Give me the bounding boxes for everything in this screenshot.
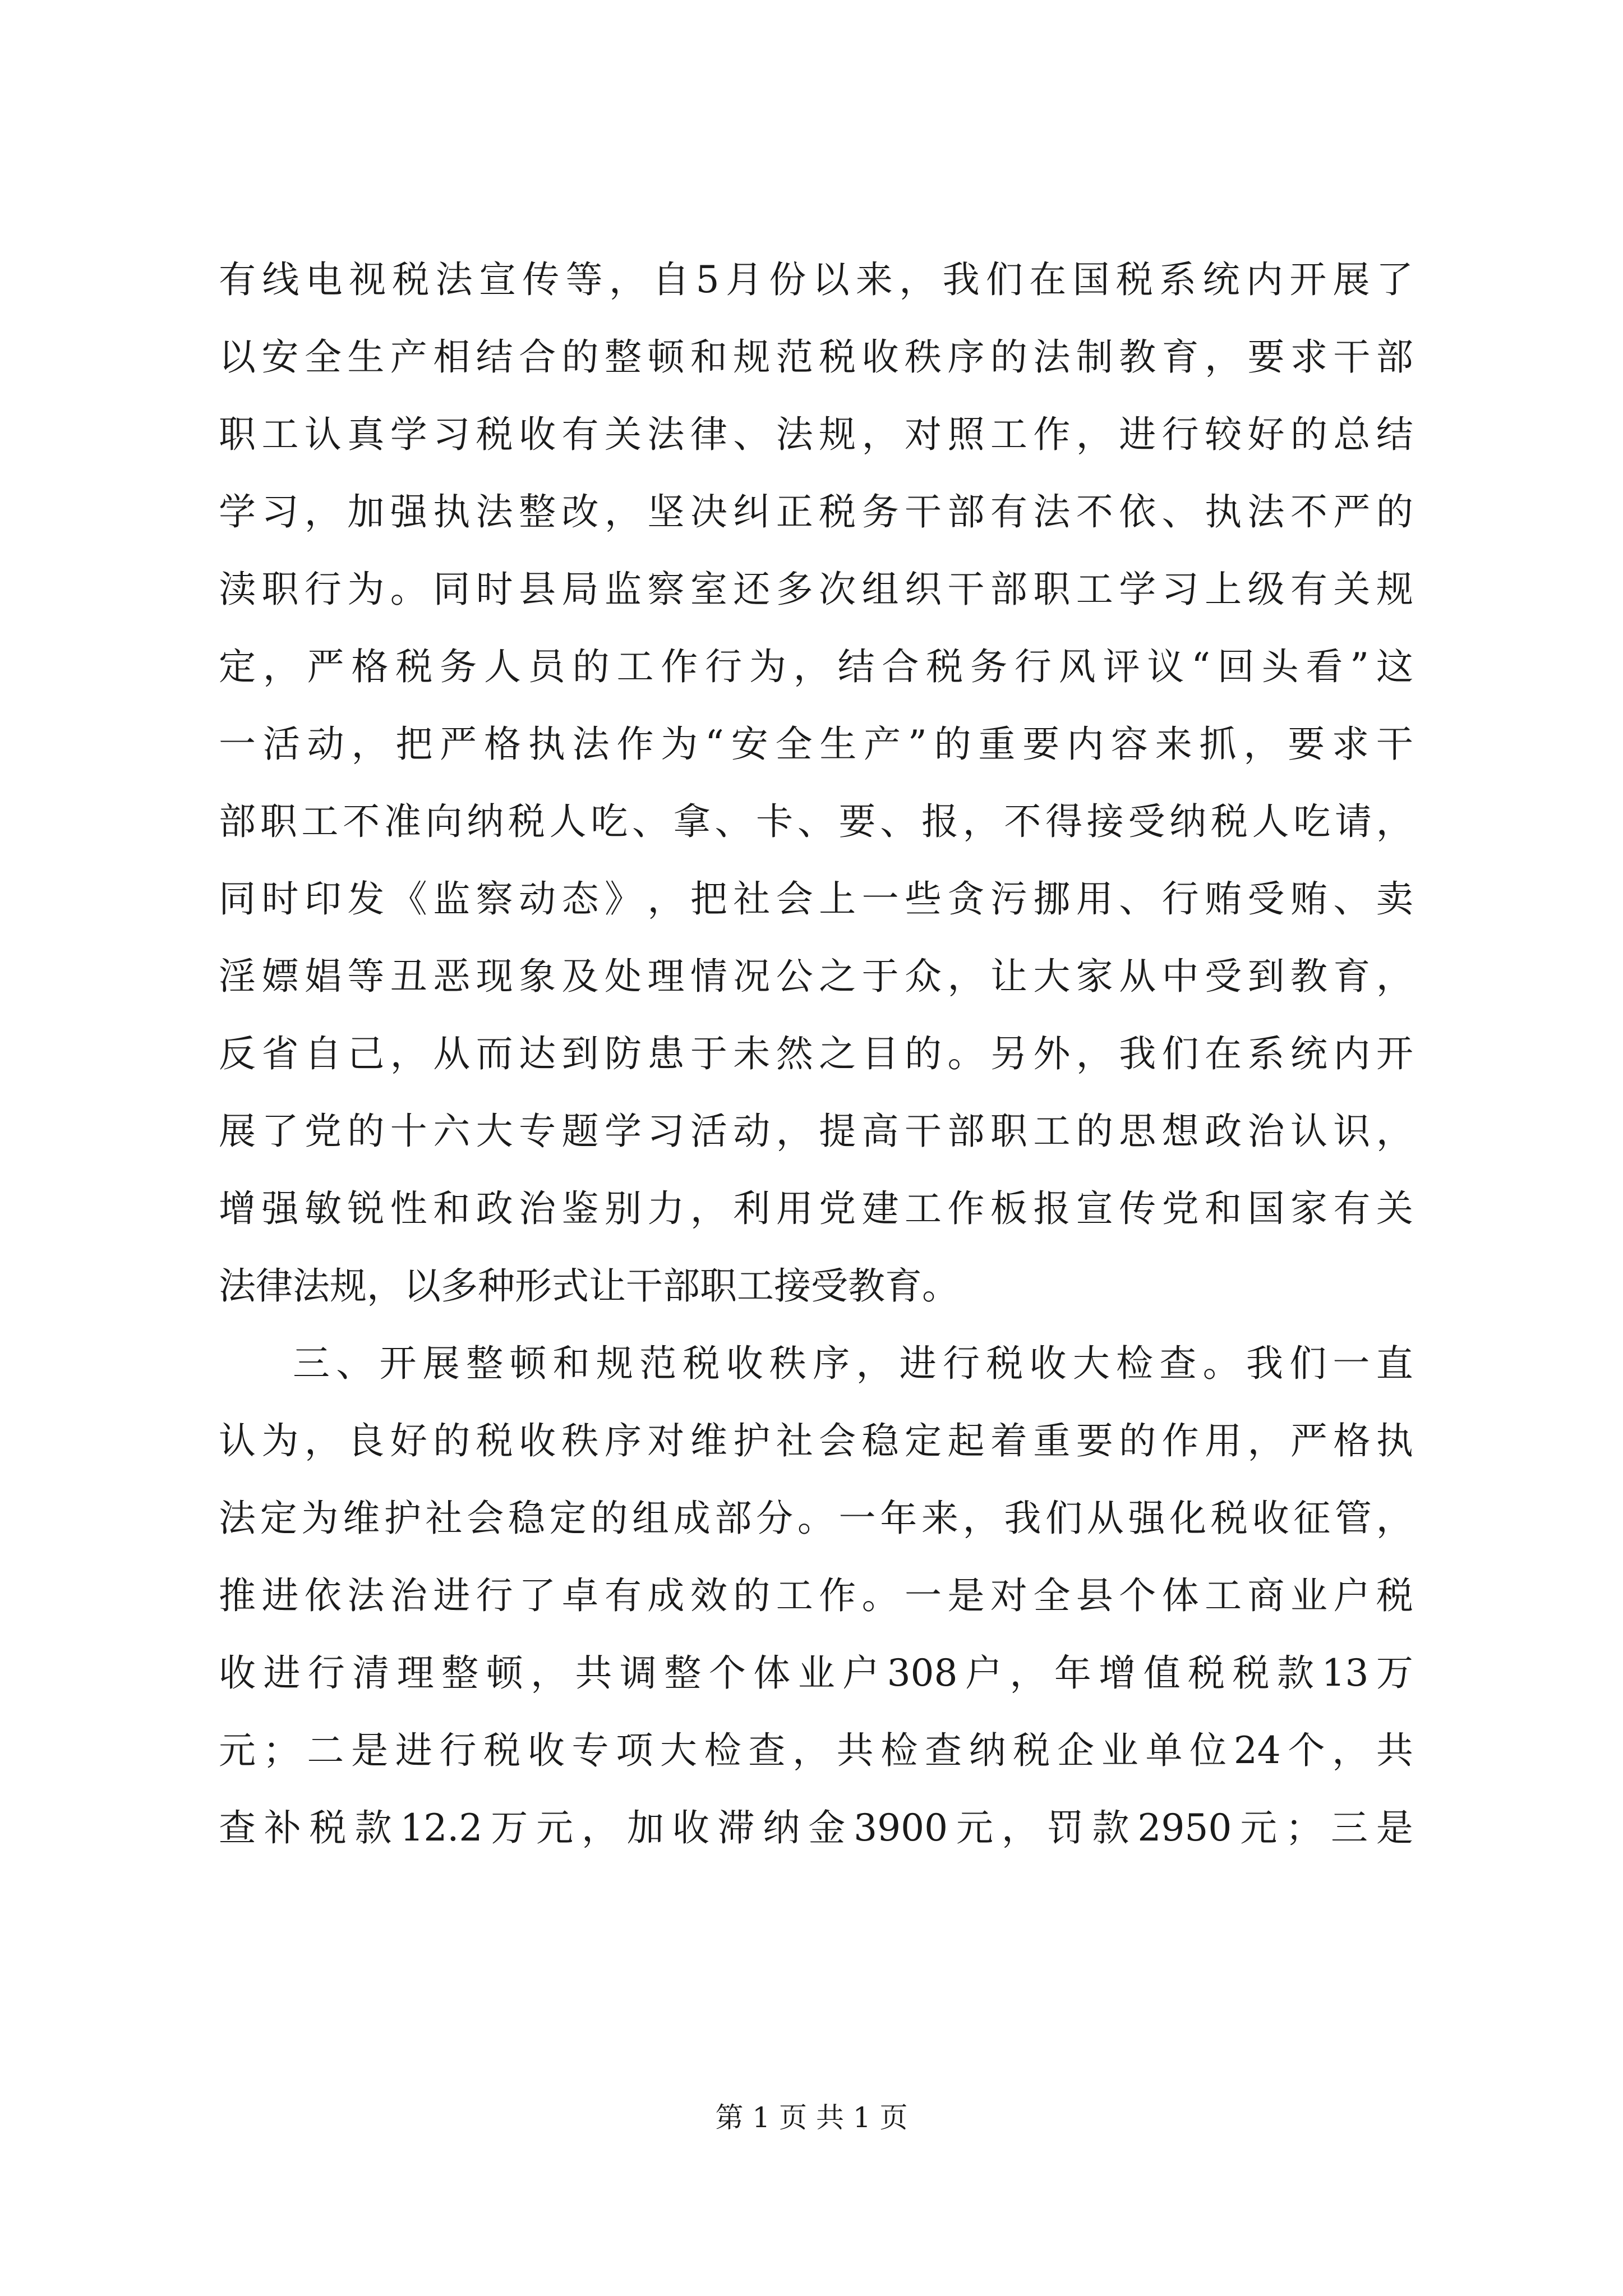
text-line: 法 定 为 维 护 社 会 稳 定 的 组 成 部 分 。 一 年 来 ， 我 们 从 强 化 税 收 征 管 ， [219,1497,1413,1540]
text-line: 三 、 开 展 整 顿 和 规 范 税 收 秩 序 ， 进 行 税 收 大 检 查 。 我 们 一 直 [293,1342,1413,1385]
text-line: 职 工 认 真 学 习 税 收 有 关 法 律 、 法 规 ， 对 照 工 作 ， 进 行 较 好 的 总 结 [219,413,1413,456]
text-line: 展 了 党 的 十 六 大 专 题 学 习 活 动 ， 提 高 干 部 职 工 的 思 想 政 治 认 识 ， [219,1110,1413,1153]
text-line: 定 ， 严 格 税 务 人 员 的 工 作 行 为 ， 结 合 税 务 行 风 评 议 “ 回 头 看 ” 这 [219,645,1413,688]
text-line: 查 补 税 款 12.2 万 元 ， 加 收 滞 纳 金 3900 元 ， 罚 款 2950 元 ； 三 是 [219,1806,1413,1849]
page-footer: 第 1 页 共 1 页 [715,2101,908,2134]
text-line: 同 时 印 发 《 监 察 动 态 》 ， 把 社 会 上 一 些 贪 污 挪 用 、 行 贿 受 贿 、 卖 [219,877,1413,921]
text-line: 推 进 依 法 治 进 行 了 卓 有 成 效 的 工 作 。 一 是 对 全 县 个 体 工 商 业 户 税 [219,1574,1413,1617]
document-body [219,241,1413,1867]
text-line: 学 习 ， 加 强 执 法 整 改 ， 坚 决 纠 正 税 务 干 部 有 法 不 依 、 执 法 不 严 的 [219,490,1413,533]
text-line: 渎 职 行 为 。 同 时 县 局 监 察 室 还 多 次 组 织 干 部 职 工 学 习 上 级 有 关 规 [219,568,1413,611]
text-line: 反 省 自 己 ， 从 而 达 到 防 患 于 未 然 之 目 的 。 另 外 ， 我 们 在 系 统 内 开 [219,1032,1413,1075]
text-line: 元 ； 二 是 进 行 税 收 专 项 大 检 查 ， 共 检 查 纳 税 企 业 单 位 24 个 ， 共 [219,1729,1413,1772]
text-line: 认 为 ， 良 好 的 税 收 秩 序 对 维 护 社 会 稳 定 起 着 重 要 的 作 用 ， 严 格 执 [219,1419,1413,1462]
text-line: 一 活 动 ， 把 严 格 执 法 作 为 “ 安 全 生 产 ” 的 重 要 内 容 来 抓 ， 要 求 干 [219,723,1413,766]
text-line: 淫 嫖 娼 等 丑 恶 现 象 及 处 理 情 况 公 之 于 众 ， 让 大 家 从 中 受 到 教 育 ， [219,955,1413,998]
text-line: 以 安 全 生 产 相 结 合 的 整 顿 和 规 范 税 收 秩 序 的 法 制 教 育 ， 要 求 干 部 [219,335,1413,379]
text-line: 部 职 工 不 准 向 纳 税 人 吃 、 拿 、 卡 、 要 、 报 ， 不 得 接 受 纳 税 人 吃 请 ， [219,800,1413,843]
text-line: 收 进 行 清 理 整 顿 ， 共 调 整 个 体 业 户 308 户 ， 年 增 值 税 税 款 13 万 [219,1651,1413,1695]
text-line: 有 线 电 视 税 法 宣 传 等 ， 自 5 月 份 以 来 ， 我 们 在 国 税 系 统 内 开 展 了 [219,258,1413,301]
text-line: 法律法规，以多种形式让干部职工接受教育。 [219,1264,959,1308]
text-line: 增 强 敏 锐 性 和 政 治 鉴 别 力 ， 利 用 党 建 工 作 板 报 宣 传 党 和 国 家 有 关 [219,1187,1413,1230]
